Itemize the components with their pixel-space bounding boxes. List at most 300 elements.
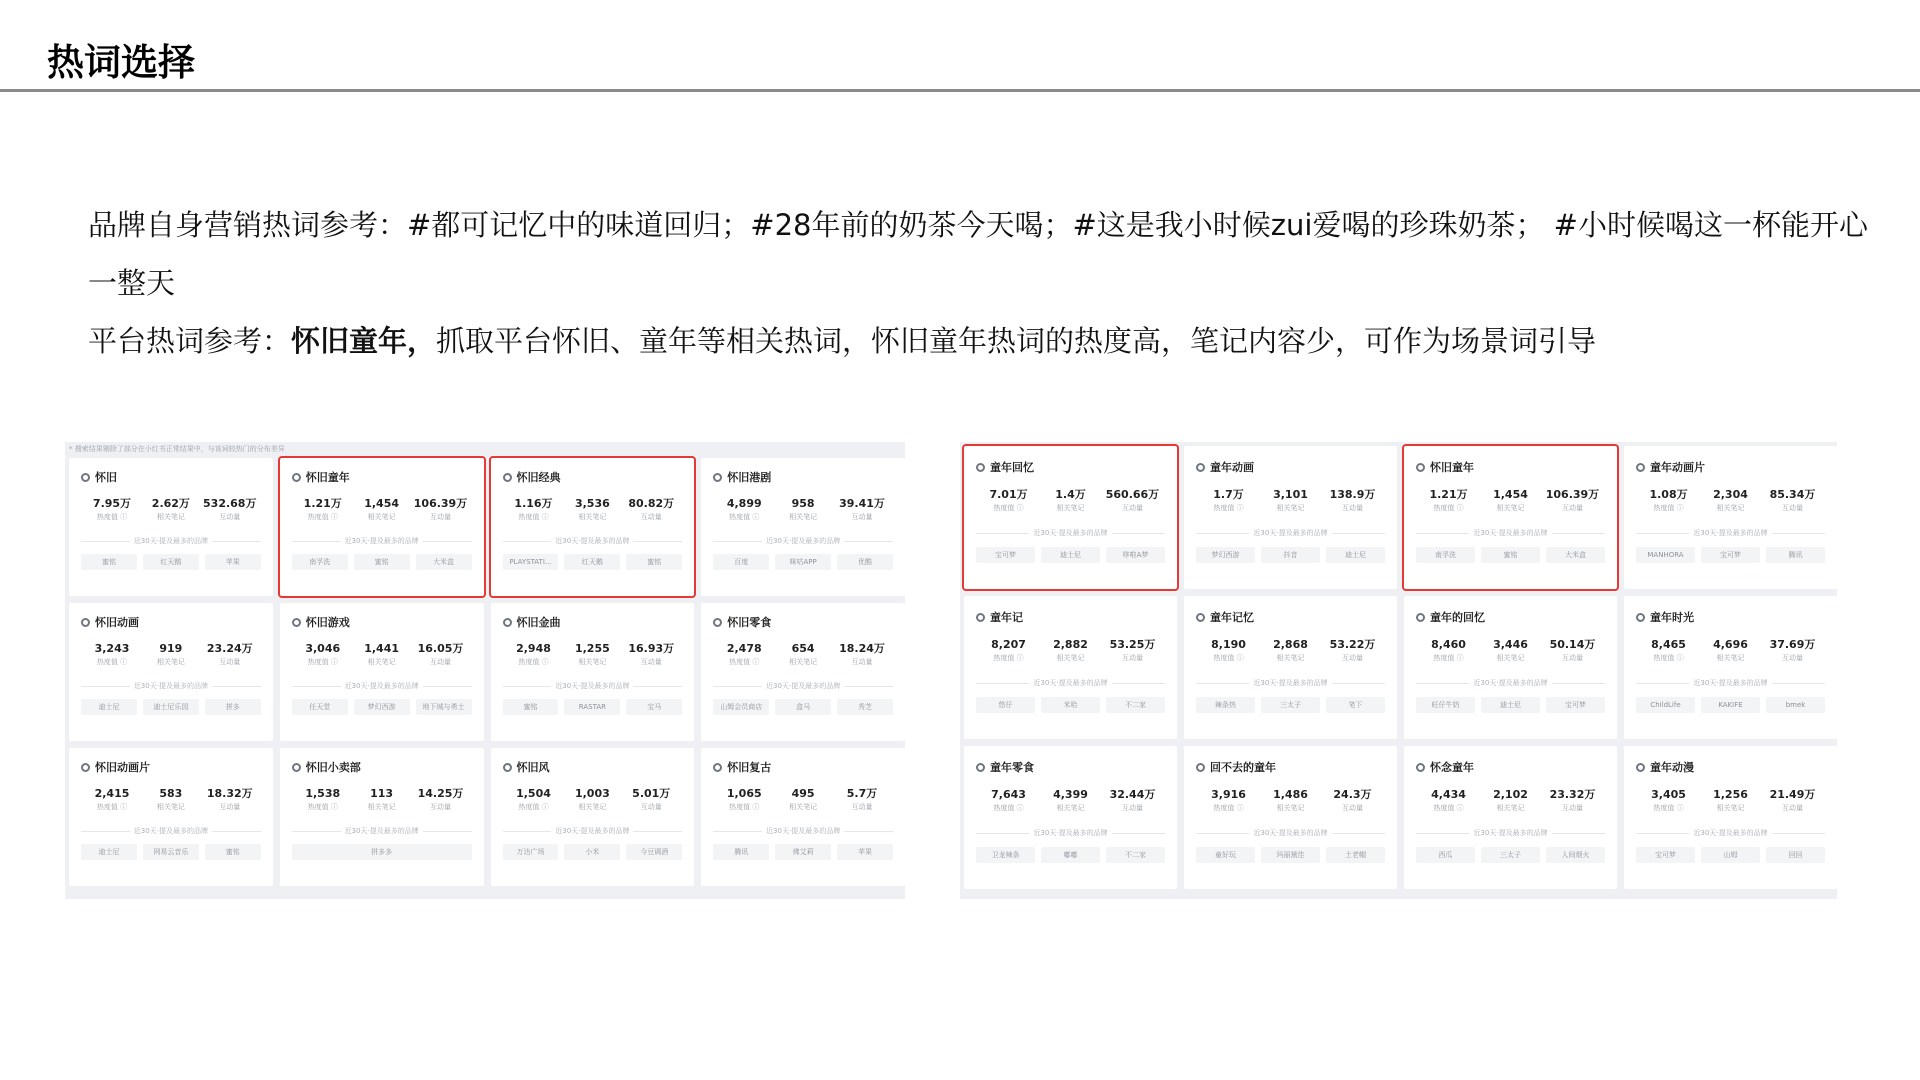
divider-line xyxy=(423,686,472,687)
interaction-metric xyxy=(201,641,259,667)
heat-metric xyxy=(1418,787,1479,813)
brand-divider xyxy=(976,828,1165,838)
notes-metric xyxy=(774,786,832,812)
brand-tag[interactable]: 腾讯 xyxy=(1766,547,1825,563)
brand-divider xyxy=(1636,528,1825,538)
brand-tag[interactable]: 百度 xyxy=(713,554,769,570)
heat-value: 4,899 xyxy=(726,497,762,510)
heat-value: 8,190 xyxy=(1211,638,1246,651)
divider-text: 近30天·提及最多的品牌 xyxy=(1033,829,1108,837)
interaction-value: 80.82万 xyxy=(628,497,675,510)
circle-icon xyxy=(1196,613,1205,622)
card-header xyxy=(81,468,261,486)
brand-tag[interactable]: 大米盒 xyxy=(1546,547,1605,563)
heat-metric xyxy=(505,641,563,667)
keyword-card[interactable] xyxy=(280,603,484,741)
metrics-row xyxy=(976,487,1165,513)
heat-label: 热度值 ⓘ xyxy=(307,803,338,811)
brand-tag[interactable]: ChildLife xyxy=(1636,697,1695,713)
keyword-card[interactable] xyxy=(69,748,273,886)
metrics-row xyxy=(713,786,893,812)
divider-line xyxy=(81,686,130,687)
brand-tag[interactable]: 人间烟火 xyxy=(1546,847,1605,863)
keyword-card[interactable] xyxy=(491,603,695,741)
heat-value: 3,046 xyxy=(305,642,341,655)
brand-tag[interactable]: 南孚洗 xyxy=(1416,547,1475,563)
divider-text: 近30天·提及最多的品牌 xyxy=(133,682,208,690)
brand-tag[interactable]: 宝可梦 xyxy=(976,547,1035,563)
divider-line xyxy=(1196,533,1249,534)
brand-tag[interactable]: 网易云音乐 xyxy=(143,844,199,860)
brand-tag[interactable]: 佛艾莉 xyxy=(775,844,831,860)
notes-metric xyxy=(563,786,621,812)
heat-metric xyxy=(1198,637,1259,663)
divider-line xyxy=(1416,833,1469,834)
heat-metric xyxy=(715,496,773,522)
heat-metric xyxy=(978,487,1039,513)
interaction-label: 互动量 xyxy=(851,658,873,666)
divider-line xyxy=(1196,833,1249,834)
notes-metric xyxy=(353,641,411,667)
keyword-card[interactable] xyxy=(1184,746,1397,889)
brand-tag[interactable]: 红天鹅 xyxy=(564,554,620,570)
brand-tag[interactable]: 迪士尼 xyxy=(81,699,137,715)
divider-line xyxy=(1332,683,1385,684)
notes-label: 相关笔记 xyxy=(367,513,396,521)
interaction-label: 互动量 xyxy=(1341,654,1363,662)
heat-metric xyxy=(1638,787,1699,813)
interaction-metric xyxy=(1102,787,1163,813)
brand-tag[interactable]: 童好玩 xyxy=(1196,847,1255,863)
brand-tags xyxy=(976,547,1165,563)
card-header xyxy=(1636,608,1825,626)
divider-line xyxy=(633,686,682,687)
keyword-card[interactable] xyxy=(964,746,1177,889)
brand-divider xyxy=(1196,828,1385,838)
notes-label: 相关笔记 xyxy=(1056,504,1085,512)
brand-tag[interactable]: 红天鹅 xyxy=(143,554,199,570)
brand-tag[interactable]: 迪士尼 xyxy=(1481,697,1540,713)
notes-value: 2,102 xyxy=(1493,788,1528,801)
brand-tag[interactable]: 苹果 xyxy=(837,844,893,860)
brand-tag[interactable]: 蜜铭 xyxy=(205,844,261,860)
notes-label: 相关笔记 xyxy=(578,513,607,521)
brand-tag[interactable]: 苹果 xyxy=(205,554,261,570)
interaction-value: 50.14万 xyxy=(1549,638,1596,651)
interaction-metric xyxy=(1322,637,1383,663)
keyword-card[interactable] xyxy=(1624,746,1837,889)
divider-text: 近30天·提及最多的品牌 xyxy=(1033,529,1108,537)
notes-metric xyxy=(1700,637,1761,663)
divider-line xyxy=(212,831,261,832)
brand-tag[interactable]: 辣条热 xyxy=(1196,697,1255,713)
brand-tag[interactable]: 不二家 xyxy=(1106,697,1165,713)
heat-value: 1.21万 xyxy=(303,497,342,510)
circle-icon xyxy=(1416,613,1425,622)
heat-label: 热度值 ⓘ xyxy=(518,803,549,811)
divider-line xyxy=(212,541,261,542)
divider-text: 近30天·提及最多的品牌 xyxy=(555,537,630,545)
metrics-row xyxy=(292,786,472,812)
brand-tag[interactable]: 嘟嘟 xyxy=(1041,847,1100,863)
divider-text: 近30天·提及最多的品牌 xyxy=(344,682,419,690)
notes-metric xyxy=(142,786,200,812)
brand-tag[interactable]: 小米 xyxy=(564,844,620,860)
heat-value: 1,538 xyxy=(305,787,341,800)
heat-label: 热度值 ⓘ xyxy=(1213,654,1244,662)
keyword-card[interactable] xyxy=(280,458,484,596)
brand-tag[interactable]: 卫龙辣条 xyxy=(976,847,1035,863)
brand-divider xyxy=(1416,828,1605,838)
brand-tag[interactable]: 迪士尼乐园 xyxy=(143,699,199,715)
search-note: * 搜索结果剔除了部分在小红书正常结果中，与该词较热门的分布差异 xyxy=(69,445,285,453)
circle-icon xyxy=(292,473,301,482)
brand-divider xyxy=(503,826,683,836)
divider-line xyxy=(1112,833,1165,834)
divider-text: 近30天·提及最多的品牌 xyxy=(555,682,630,690)
brand-tag[interactable]: 山姆 xyxy=(1701,847,1760,863)
brand-tag[interactable]: 迪士尼 xyxy=(81,844,137,860)
brand-tag[interactable]: 迪士尼 xyxy=(1326,547,1385,563)
brand-divider xyxy=(713,536,893,546)
brand-tag[interactable]: 优酷 xyxy=(837,554,893,570)
divider-text: 近30天·提及最多的品牌 xyxy=(766,537,841,545)
brand-tag[interactable]: 蜜铭 xyxy=(354,554,410,570)
metrics-row xyxy=(81,641,261,667)
notes-label: 相关笔记 xyxy=(789,513,818,521)
brand-tag[interactable]: 山姆会员商店 xyxy=(713,699,769,715)
notes-value: 113 xyxy=(370,787,394,800)
brand-tags xyxy=(713,844,893,860)
divider-text: 近30天·提及最多的品牌 xyxy=(555,827,630,835)
keyword-card[interactable] xyxy=(1184,446,1397,589)
brand-tag[interactable]: 宝可梦 xyxy=(1701,547,1760,563)
right-keyword-grid xyxy=(964,446,1837,899)
keyword-card[interactable] xyxy=(280,748,484,886)
notes-metric xyxy=(563,641,621,667)
heat-value: 1.7万 xyxy=(1213,488,1244,501)
divider-line xyxy=(1636,833,1689,834)
brand-divider xyxy=(1636,828,1825,838)
brand-divider xyxy=(713,826,893,836)
circle-icon xyxy=(1636,763,1645,772)
interaction-metric xyxy=(1102,637,1163,663)
interaction-label: 互动量 xyxy=(640,658,662,666)
notes-value: 1,454 xyxy=(1493,488,1528,501)
interaction-label: 互动量 xyxy=(219,513,241,521)
divider-text: 近30天·提及最多的品牌 xyxy=(133,537,208,545)
circle-icon xyxy=(713,473,722,482)
brand-tag[interactable]: 米哈 xyxy=(1041,697,1100,713)
heat-metric xyxy=(83,786,141,812)
brand-tag[interactable]: 西瓜 xyxy=(1416,847,1475,863)
notes-label: 相关笔记 xyxy=(1276,804,1305,812)
heat-value: 3,916 xyxy=(1211,788,1246,801)
interaction-value: 560.66万 xyxy=(1105,488,1160,501)
heat-value: 7.01万 xyxy=(989,488,1028,501)
notes-label: 相关笔记 xyxy=(578,803,607,811)
circle-icon xyxy=(1196,463,1205,472)
heat-label: 热度值 ⓘ xyxy=(1653,504,1684,512)
keyword-card[interactable] xyxy=(1404,596,1617,739)
interaction-metric xyxy=(1322,487,1383,513)
brand-divider xyxy=(1416,528,1605,538)
heat-metric xyxy=(83,496,141,522)
keyword-title: 怀旧童年 xyxy=(305,471,350,484)
notes-label: 相关笔记 xyxy=(1496,804,1525,812)
interaction-value: 53.25万 xyxy=(1109,638,1156,651)
notes-metric xyxy=(1040,637,1101,663)
brand-tags xyxy=(1416,697,1605,713)
divider-line xyxy=(1772,533,1825,534)
divider-line xyxy=(1772,833,1825,834)
circle-icon xyxy=(503,618,512,627)
heat-value: 8,465 xyxy=(1651,638,1686,651)
divider-line xyxy=(844,541,893,542)
divider-line xyxy=(1112,533,1165,534)
brand-tag[interactable]: RASTAR xyxy=(564,699,620,715)
heat-value: 1,065 xyxy=(726,787,762,800)
card-header xyxy=(1636,758,1825,776)
intro-platform-keyword: 怀旧童年， xyxy=(291,324,437,358)
divider-line xyxy=(292,831,341,832)
interaction-metric xyxy=(833,786,891,812)
notes-metric xyxy=(353,496,411,522)
brand-tag[interactable]: 蜜铭 xyxy=(503,699,559,715)
heat-value: 3,405 xyxy=(1651,788,1686,801)
heat-metric xyxy=(1638,487,1699,513)
brand-divider xyxy=(976,678,1165,688)
heat-metric xyxy=(294,496,352,522)
interaction-metric xyxy=(622,496,680,522)
brand-tag[interactable]: 抖音 xyxy=(1261,547,1320,563)
circle-icon xyxy=(81,618,90,627)
circle-icon xyxy=(976,463,985,472)
brand-tag[interactable]: 南孚洗 xyxy=(292,554,348,570)
brand-tag[interactable]: 蜜铭 xyxy=(1481,547,1540,563)
metrics-row xyxy=(976,787,1165,813)
divider-line xyxy=(1332,833,1385,834)
heat-value: 2,948 xyxy=(516,642,551,655)
notes-label: 相关笔记 xyxy=(789,803,818,811)
interaction-label: 互动量 xyxy=(1121,804,1143,812)
brand-tags xyxy=(713,554,893,570)
notes-label: 相关笔记 xyxy=(1496,504,1525,512)
brand-tag[interactable]: 悠仔 xyxy=(976,697,1035,713)
brand-tag[interactable]: 哆啦A梦 xyxy=(1106,547,1165,563)
keyword-title: 童年时光 xyxy=(1650,611,1694,624)
interaction-value: 18.32万 xyxy=(206,787,253,800)
interaction-metric xyxy=(622,641,680,667)
divider-line xyxy=(713,541,762,542)
brand-tag[interactable]: 旺仔牛奶 xyxy=(1416,697,1475,713)
brand-tag[interactable]: 三太子 xyxy=(1261,697,1320,713)
brand-tag[interactable]: 笔下 xyxy=(1326,697,1385,713)
notes-value: 2,304 xyxy=(1713,488,1748,501)
notes-label: 相关笔记 xyxy=(789,658,818,666)
brand-tag[interactable]: 大米盒 xyxy=(416,554,472,570)
brand-tag[interactable]: 万达广场 xyxy=(503,844,559,860)
brand-tag[interactable]: 回回 xyxy=(1766,847,1825,863)
keyword-card[interactable] xyxy=(1624,446,1837,589)
brand-tags xyxy=(1636,547,1825,563)
interaction-value: 5.01万 xyxy=(632,787,671,800)
divider-line xyxy=(1112,683,1165,684)
metrics-row xyxy=(1416,787,1605,813)
brand-divider xyxy=(503,536,683,546)
brand-tag[interactable]: 地下城与勇士 xyxy=(416,699,472,715)
heat-value: 4,434 xyxy=(1431,788,1466,801)
interaction-value: 37.69万 xyxy=(1769,638,1816,651)
intro-platform-prefix: 平台热词参考： xyxy=(88,324,292,358)
notes-value: 2,868 xyxy=(1273,638,1308,651)
intro-line-brand: 品牌自身营销热词参考：#都可记忆中的味道回归；#28年前的奶茶今天喝；#这是我小时候zui爱喝的珍珠奶茶； #小时候喝这一杯能开心一整天 xyxy=(88,208,1868,300)
keyword-card[interactable] xyxy=(964,446,1177,589)
notes-metric xyxy=(1700,487,1761,513)
interaction-label: 互动量 xyxy=(429,658,451,666)
brand-tag[interactable]: 不二家 xyxy=(1106,847,1165,863)
interaction-label: 互动量 xyxy=(1121,654,1143,662)
keyword-card[interactable] xyxy=(69,458,273,596)
brand-tag[interactable]: KAKIFE xyxy=(1701,697,1760,713)
keyword-title: 怀旧金曲 xyxy=(516,616,561,629)
keyword-card[interactable] xyxy=(701,458,905,596)
circle-icon xyxy=(976,613,985,622)
card-header xyxy=(1416,758,1605,776)
divider-text: 近30天·提及最多的品牌 xyxy=(1473,679,1548,687)
divider-line xyxy=(844,831,893,832)
interaction-value: 24.3万 xyxy=(1333,788,1372,801)
keyword-title: 童年记 xyxy=(990,611,1023,624)
circle-icon xyxy=(713,618,722,627)
brand-tags xyxy=(292,844,472,860)
divider-line xyxy=(292,541,341,542)
keyword-card[interactable] xyxy=(1404,446,1617,589)
interaction-metric xyxy=(1102,487,1163,513)
brand-divider xyxy=(81,826,261,836)
divider-line xyxy=(1196,683,1249,684)
circle-icon xyxy=(713,763,722,772)
metrics-row xyxy=(1416,637,1605,663)
brand-tag[interactable]: 咪咕APP xyxy=(775,554,831,570)
notes-metric xyxy=(563,496,621,522)
brand-tag[interactable]: 今豆调酒 xyxy=(626,844,682,860)
heat-label: 热度值 ⓘ xyxy=(1213,504,1244,512)
keyword-card[interactable] xyxy=(69,603,273,741)
divider-text: 近30天·提及最多的品牌 xyxy=(1253,679,1328,687)
brand-tag[interactable]: 腾讯 xyxy=(713,844,769,860)
interaction-label: 互动量 xyxy=(429,513,451,521)
metrics-row xyxy=(1636,787,1825,813)
brand-tag[interactable]: 梦幻西游 xyxy=(1196,547,1255,563)
interaction-value: 21.49万 xyxy=(1769,788,1816,801)
circle-icon xyxy=(292,763,301,772)
keyword-title: 怀念童年 xyxy=(1430,761,1474,774)
brand-tag[interactable]: MANHORA xyxy=(1636,547,1695,563)
keyword-card[interactable] xyxy=(1624,596,1837,739)
brand-tag[interactable]: 蜜铭 xyxy=(626,554,682,570)
brand-tag[interactable]: 土老帽 xyxy=(1326,847,1385,863)
card-header xyxy=(1636,458,1825,476)
interaction-metric xyxy=(1322,787,1383,813)
left-keyword-grid xyxy=(69,458,905,899)
metrics-row xyxy=(713,641,893,667)
brand-tag[interactable]: 拼多 xyxy=(205,699,261,715)
interaction-value: 106.39万 xyxy=(1545,488,1600,501)
keyword-card[interactable] xyxy=(701,748,905,886)
brand-tag[interactable]: 蜜铭 xyxy=(81,554,137,570)
brand-tag[interactable]: 秀芝 xyxy=(837,699,893,715)
card-header xyxy=(292,613,472,631)
card-header xyxy=(292,758,472,776)
brand-tags xyxy=(1196,547,1385,563)
divider-text: 近30天·提及最多的品牌 xyxy=(344,537,419,545)
divider-text: 近30天·提及最多的品牌 xyxy=(1693,679,1768,687)
keyword-title: 童年回忆 xyxy=(990,461,1034,474)
heat-label: 热度值 ⓘ xyxy=(1653,804,1684,812)
brand-tags xyxy=(1636,847,1825,863)
interaction-label: 互动量 xyxy=(1561,504,1583,512)
brand-tag[interactable]: 宝可梦 xyxy=(1546,697,1605,713)
notes-label: 相关笔记 xyxy=(156,803,185,811)
brand-tag[interactable]: 梦幻西游 xyxy=(354,699,410,715)
interaction-value: 16.05万 xyxy=(417,642,464,655)
interaction-value: 23.32万 xyxy=(1549,788,1596,801)
brand-tag[interactable]: 盒马 xyxy=(775,699,831,715)
heat-metric xyxy=(294,786,352,812)
card-header xyxy=(1196,458,1385,476)
interaction-value: 532.68万 xyxy=(203,497,257,510)
interaction-label: 互动量 xyxy=(1781,504,1803,512)
brand-tag[interactable]: 迪士尼 xyxy=(1041,547,1100,563)
brand-tag[interactable]: PLAYSTATI... xyxy=(503,554,559,570)
brand-tag[interactable]: 三太子 xyxy=(1481,847,1540,863)
divider-line xyxy=(633,541,682,542)
divider-line xyxy=(1332,533,1385,534)
brand-tag[interactable]: 拼多多 xyxy=(292,844,472,860)
notes-value: 1,441 xyxy=(364,642,400,655)
interaction-label: 互动量 xyxy=(1561,804,1583,812)
keyword-title: 怀旧童年 xyxy=(1430,461,1474,474)
heat-label: 热度值 ⓘ xyxy=(729,513,760,521)
divider-text: 近30天·提及最多的品牌 xyxy=(1473,829,1548,837)
divider-line xyxy=(633,831,682,832)
keyword-card[interactable] xyxy=(491,458,695,596)
brand-tag[interactable]: bmek xyxy=(1766,697,1825,713)
brand-tag[interactable]: 宝可梦 xyxy=(1636,847,1695,863)
interaction-label: 互动量 xyxy=(1781,654,1803,662)
brand-tag[interactable]: 任天堂 xyxy=(292,699,348,715)
interaction-metric xyxy=(412,641,470,667)
divider-text: 近30天·提及最多的品牌 xyxy=(1033,679,1108,687)
keyword-card[interactable] xyxy=(1184,596,1397,739)
brand-tag[interactable]: 宝马 xyxy=(626,699,682,715)
keyword-title: 怀旧动画片 xyxy=(95,761,150,774)
keyword-card[interactable] xyxy=(1404,746,1617,889)
notes-value: 4,399 xyxy=(1053,788,1088,801)
notes-value: 495 xyxy=(791,787,815,800)
divider-line xyxy=(713,831,762,832)
heat-metric xyxy=(978,787,1039,813)
keyword-title: 童年动画片 xyxy=(1650,461,1705,474)
brand-tag[interactable]: 玛丽黛佳 xyxy=(1261,847,1320,863)
keyword-card[interactable] xyxy=(701,603,905,741)
keyword-card[interactable] xyxy=(491,748,695,886)
interaction-label: 互动量 xyxy=(1341,804,1363,812)
heat-label: 热度值 ⓘ xyxy=(307,513,338,521)
keyword-card[interactable] xyxy=(964,596,1177,739)
divider-line xyxy=(503,541,552,542)
